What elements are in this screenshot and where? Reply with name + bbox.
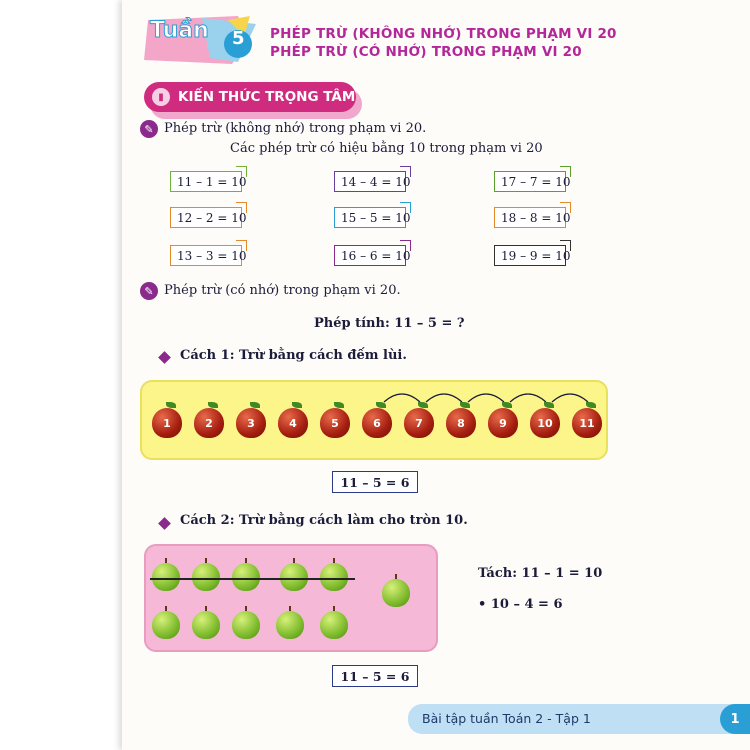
green-apple [320, 611, 348, 639]
leaf-icon [586, 402, 596, 408]
green-apple-grid [150, 558, 430, 648]
apple-sequence [152, 402, 612, 446]
red-apple: 8 [446, 408, 476, 438]
pencil-icon: ✎ [140, 120, 158, 138]
red-apple: 6 [362, 408, 392, 438]
leaf-icon [250, 402, 260, 408]
red-apple: 4 [278, 408, 308, 438]
green-apple [232, 563, 260, 591]
step-text: • 10 – 4 = 6 [478, 597, 563, 612]
leaf-icon [208, 402, 218, 408]
problem-text: Phép tính: 11 – 5 = ? [314, 316, 465, 331]
equation-box: 12 – 2 = 10 [170, 207, 242, 228]
section-title: KIẾN THỨC TRỌNG TÂM [178, 89, 356, 105]
green-apple [152, 611, 180, 639]
green-apple [382, 579, 410, 607]
leaf-icon [292, 402, 302, 408]
week-label: Tuần [150, 18, 209, 43]
equation-box: 18 – 8 = 10 [494, 207, 566, 228]
section-pill [144, 82, 356, 112]
leaf-icon [460, 402, 470, 408]
part1-heading: Phép trừ (không nhớ) trong phạm vi 20. [164, 121, 427, 136]
green-apple [276, 611, 304, 639]
green-apple [192, 563, 220, 591]
pencil-icon: ✎ [140, 282, 158, 300]
equation-box: 14 – 4 = 10 [334, 171, 406, 192]
method1-result-box: 11 – 5 = 6 [332, 471, 418, 493]
book-icon: ▮ [152, 88, 170, 106]
equation-box: 11 – 1 = 10 [170, 171, 242, 192]
red-apple: 2 [194, 408, 224, 438]
leaf-icon [376, 402, 386, 408]
method2-result-box: 11 – 5 = 6 [332, 665, 418, 687]
red-apple: 5 [320, 408, 350, 438]
split-text: Tách: 11 – 1 = 10 [478, 566, 603, 581]
equation-box: 17 – 7 = 10 [494, 171, 566, 192]
method2-title: Cách 2: Trừ bằng cách làm cho tròn 10. [180, 513, 468, 528]
leaf-icon [544, 402, 554, 408]
green-apple [192, 611, 220, 639]
green-apple [280, 563, 308, 591]
header-title-line1: PHÉP TRỪ (KHÔNG NHỚ) TRONG PHẠM VI 20 [270, 26, 617, 42]
equation-box: 15 – 5 = 10 [334, 207, 406, 228]
leaf-icon [166, 402, 176, 408]
red-apple: 11 [572, 408, 602, 438]
part1-subheading: Các phép trừ có hiệu bằng 10 trong phạm vi 20 [230, 141, 543, 156]
textbook-page [122, 0, 750, 750]
page-number: 1 [720, 704, 750, 734]
leaf-icon [418, 402, 428, 408]
equation-box: 19 – 9 = 10 [494, 245, 566, 266]
diamond-bullet-icon [158, 517, 171, 530]
red-apple: 10 [530, 408, 560, 438]
header-title-line2: PHÉP TRỪ (CÓ NHỚ) TRONG PHẠM VI 20 [270, 44, 582, 60]
strike-line [150, 578, 355, 580]
week-number: 5 [232, 28, 245, 49]
part2-heading: Phép trừ (có nhớ) trong phạm vi 20. [164, 283, 401, 298]
footer-book-title: Bài tập tuần Toán 2 - Tập 1 [422, 711, 591, 726]
method1-title: Cách 1: Trừ bằng cách đếm lùi. [180, 348, 407, 363]
red-apple: 7 [404, 408, 434, 438]
equation-box: 16 – 6 = 10 [334, 245, 406, 266]
leaf-icon [502, 402, 512, 408]
green-apple [152, 563, 180, 591]
green-apple [232, 611, 260, 639]
red-apple: 1 [152, 408, 182, 438]
red-apple: 3 [236, 408, 266, 438]
red-apple: 9 [488, 408, 518, 438]
diamond-bullet-icon [158, 351, 171, 364]
equation-box: 13 – 3 = 10 [170, 245, 242, 266]
leaf-icon [334, 402, 344, 408]
green-apple [320, 563, 348, 591]
